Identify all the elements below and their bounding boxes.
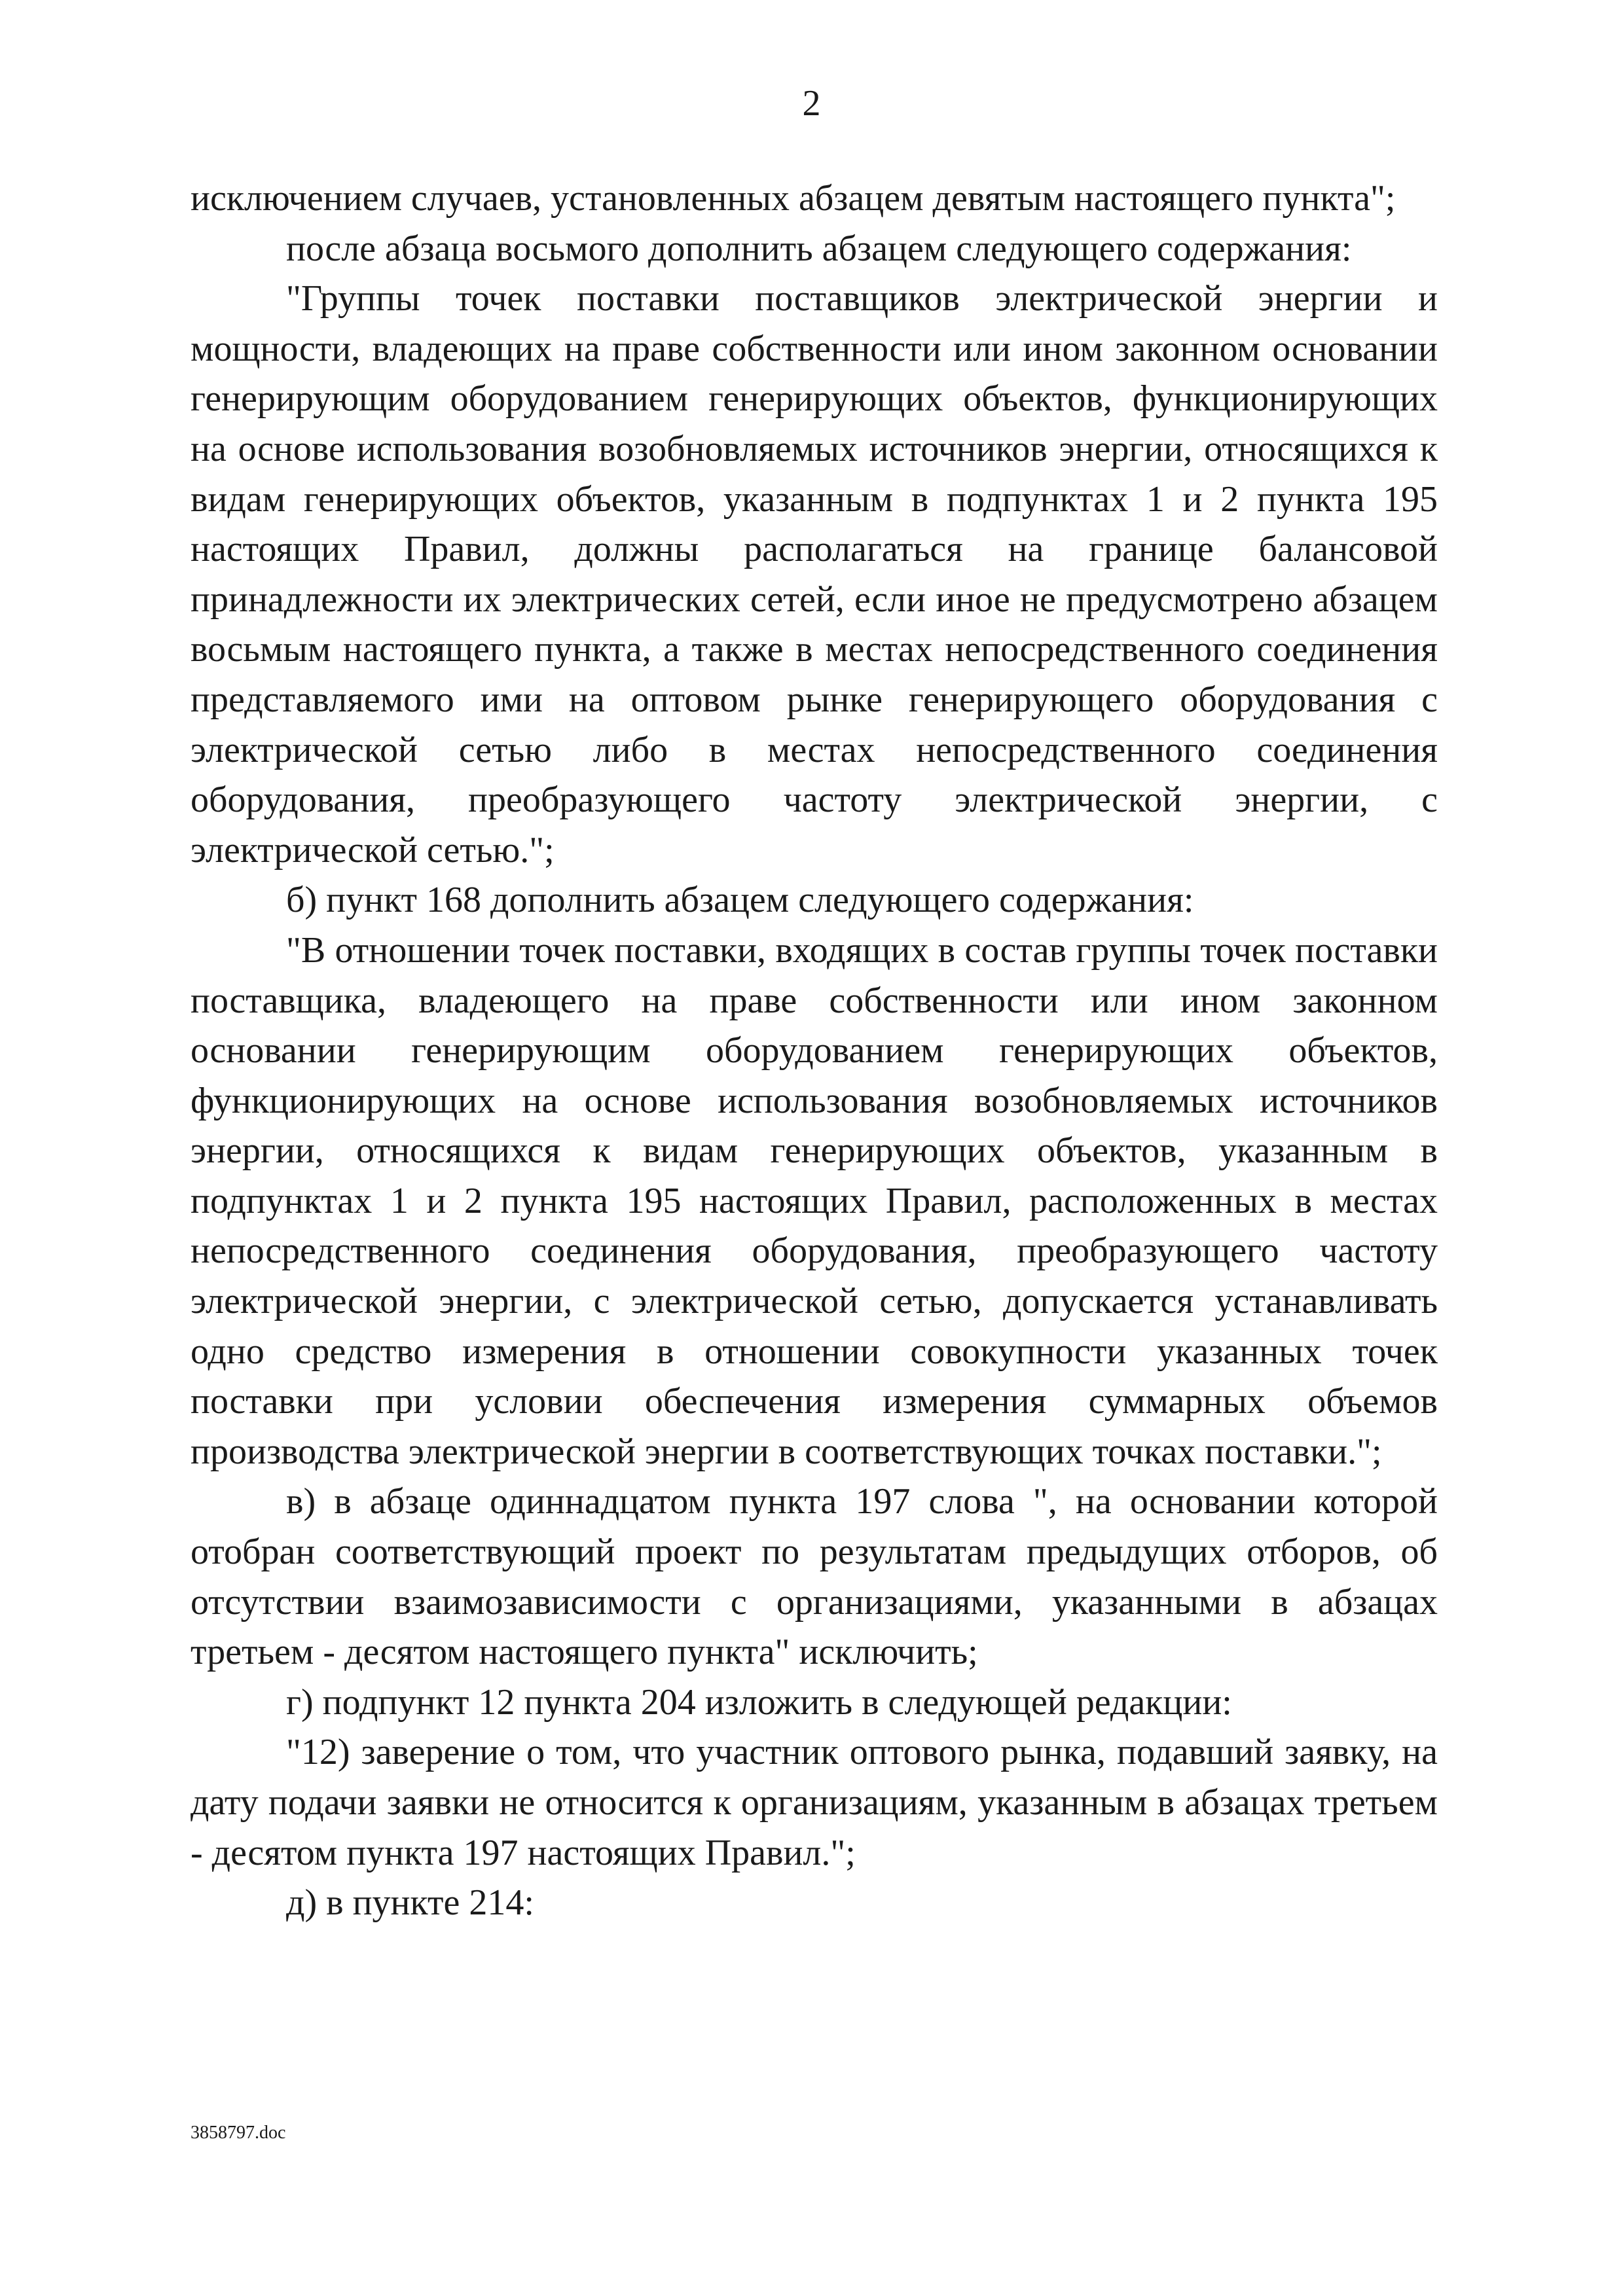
page-number: 2: [802, 83, 821, 124]
document-file-code: 3858797.doc: [191, 2123, 286, 2143]
paragraph: в) в абзаце одиннадцатом пункта 197 слова ", на основании которой отобран соответствующий проект по результатам предыдущих отборов, об отсутствии взаимозависимости с организациями, указанными в абзацах третьем - десятом настоящего пункта" исключить;: [191, 1481, 1438, 1673]
paragraph: "В отношении точек поставки, входящих в состав группы точек поставки поставщика, владеющего на праве собственности или ином законном основании генерирующим оборудованием генерирующих объектов, функционирующих на основе использования возобновляемых источников энергии, относящихся к видам генерирующих объектов, указанным в подпунктах 1 и 2 пункта 195 настоящих Правил, расположенных в местах непосредственного соединения оборудования, преобразующего частоту электрической энергии, с электрической сетью, допускается устанавливать одно средство измерения в отношении совокупности указанных точек поставки при условии обеспечения измерения суммарных объемов производства электрической энергии в соответствующих точках поставки.";: [191, 929, 1438, 1472]
paragraph: "12) заверение о том, что участник оптового рынка, подавший заявку, на дату подачи заявки не относится к организациям, указанным в абзацах третьем - десятом пункта 197 настоящих Правил.";: [191, 1732, 1438, 1873]
paragraph: после абзаца восьмого дополнить абзацем следующего содержания:: [286, 228, 1352, 269]
paragraph: г) подпункт 12 пункта 204 изложить в следующей редакции:: [286, 1681, 1232, 1723]
document-body: [191, 173, 1438, 1928]
paragraph: исключением случаев, установленных абзацем девятым настоящего пункта";: [191, 178, 1396, 219]
paragraph: д) в пункте 214:: [286, 1882, 534, 1924]
paragraph: "Группы точек поставки поставщиков электрической энергии и мощности, владеющих на праве собственности или ином законном основании генерирующим оборудованием генерирующих объектов, функционирующих на основе использования возобновляемых источников энергии, относящихся к видам генерирующих объектов, указанным в подпунктах 1 и 2 пункта 195 настоящих Правил, должны располагаться на границе балансовой принадлежности их электрических сетей, если иное не предусмотрено абзацем восьмым настоящего пункта, а также в местах непосредственного соединения представляемого ими на оптовом рынке генерирующего оборудования с электрической сетью либо в местах непосредственного соединения оборудования, преобразующего частоту электрической энергии, с электрической сетью.";: [191, 278, 1438, 870]
paragraph: б) пункт 168 дополнить абзацем следующего содержания:: [286, 880, 1194, 921]
